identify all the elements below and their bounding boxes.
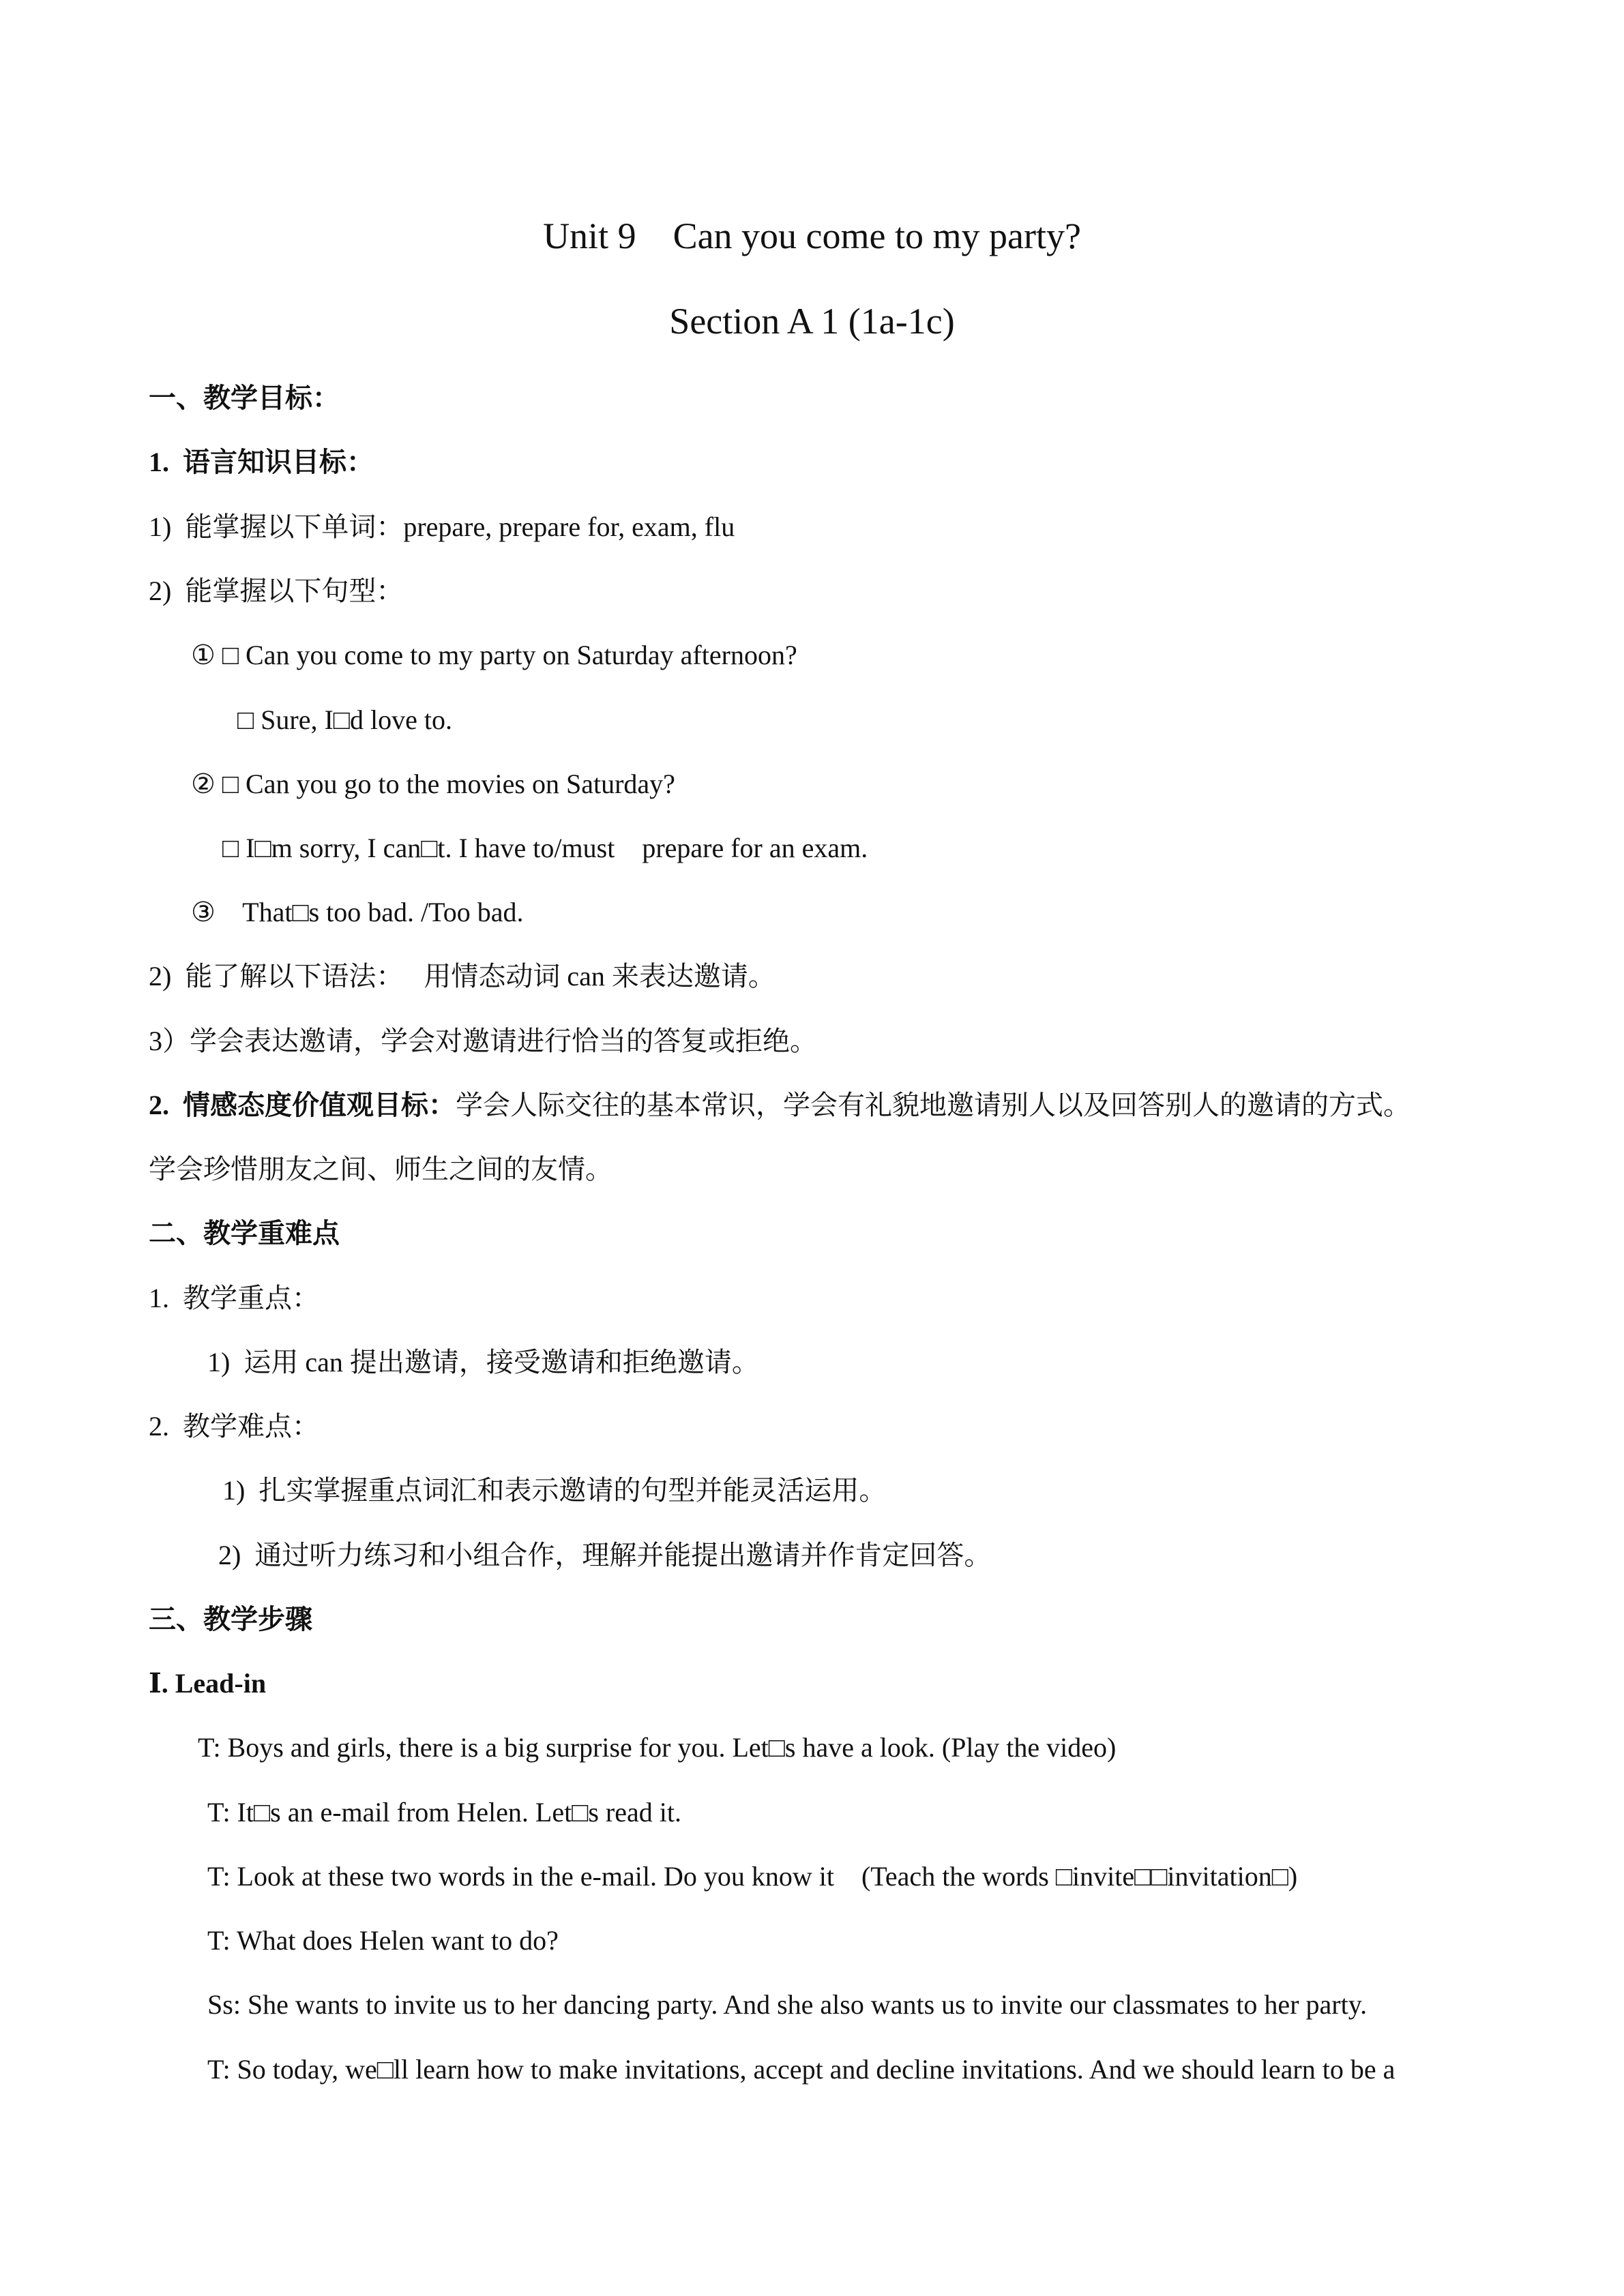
list-item: 1) 运用 can 提出邀请，接受邀请和拒绝邀请。 [207, 1347, 759, 1377]
sentence-pattern: ③ That□s too bad. /Too bad. [191, 897, 524, 927]
dialogue-line: T: It□s an e-mail from Helen. Let□s read it. [207, 1797, 681, 1828]
sentence-pattern: □ I□m sorry, I can□t. I have to/must prepare for an exam. [222, 833, 868, 863]
sentence-pattern: □ Sure, I□d love to. [237, 704, 452, 735]
dialogue-line: T: So today, we□ll learn how to make invitations, accept and decline invitations. And we should learn to be a [207, 2054, 1396, 2085]
subheading-lead-in: Ⅰ. Lead-in [149, 1668, 267, 1699]
list-item: 1) 能掌握以下单词：prepare, prepare for, exam, flu [149, 511, 735, 542]
sentence-pattern: ① □ Can you come to my party on Saturday afternoon? [191, 640, 797, 670]
paragraph-text: 学会人际交往的基本常识，学会有礼貌地邀请别人以及回答别人的邀请的方式。 [456, 1090, 1411, 1120]
paragraph-text: 学会珍惜朋友之间、师生之间的友情。 [149, 1154, 612, 1184]
list-item: 1) 扎实掌握重点词汇和表示邀请的句型并能灵活运用。 [222, 1475, 887, 1506]
dialogue-line: T: Boys and girls, there is a big surprise for you. Let□s have a look. (Play the video) [198, 1732, 1117, 1763]
list-item-emotional-goals [149, 1089, 1411, 1122]
subheading-difficulty: 2. 教学难点： [149, 1411, 319, 1442]
list-item: 3）学会表达邀请，学会对邀请进行恰当的答复或拒绝。 [149, 1026, 817, 1056]
list-item: 2) 能了解以下语法： 用情态动词 can 来表达邀请。 [149, 961, 776, 992]
dialogue-line: T: What does Helen want to do? [207, 1925, 559, 1956]
list-item: 2) 能掌握以下句型： [149, 576, 404, 606]
sentence-pattern: ② □ Can you go to the movies on Saturday? [191, 769, 675, 799]
list-item: 2) 通过听力练习和小组合作，理解并能提出邀请并作肯定回答。 [218, 1540, 992, 1570]
subheading-key-point: 1. 教学重点： [149, 1283, 319, 1313]
subheading-language-goals: 1. 语言知识目标： [149, 447, 374, 477]
document-subtitle: Section A 1 (1a-1c) [669, 301, 955, 342]
section-heading-key-points: 二、教学重难点 [149, 1218, 340, 1249]
document-title: Unit 9 Can you come to my party? [543, 215, 1081, 256]
dialogue-line: T: Look at these two words in the e-mail. Do you know it (Teach the words □invite□□invitation□) [207, 1861, 1298, 1892]
dialogue-line: Ss: She wants to invite us to her dancing party. And she also wants us to invite our classmates to her party. [207, 1989, 1368, 2020]
subheading-emotional-goals: 2. 情感态度价值观目标： [149, 1090, 456, 1120]
section-heading-steps: 三、教学步骤 [149, 1604, 312, 1635]
section-heading-objectives: 一、教学目标： [149, 383, 340, 413]
